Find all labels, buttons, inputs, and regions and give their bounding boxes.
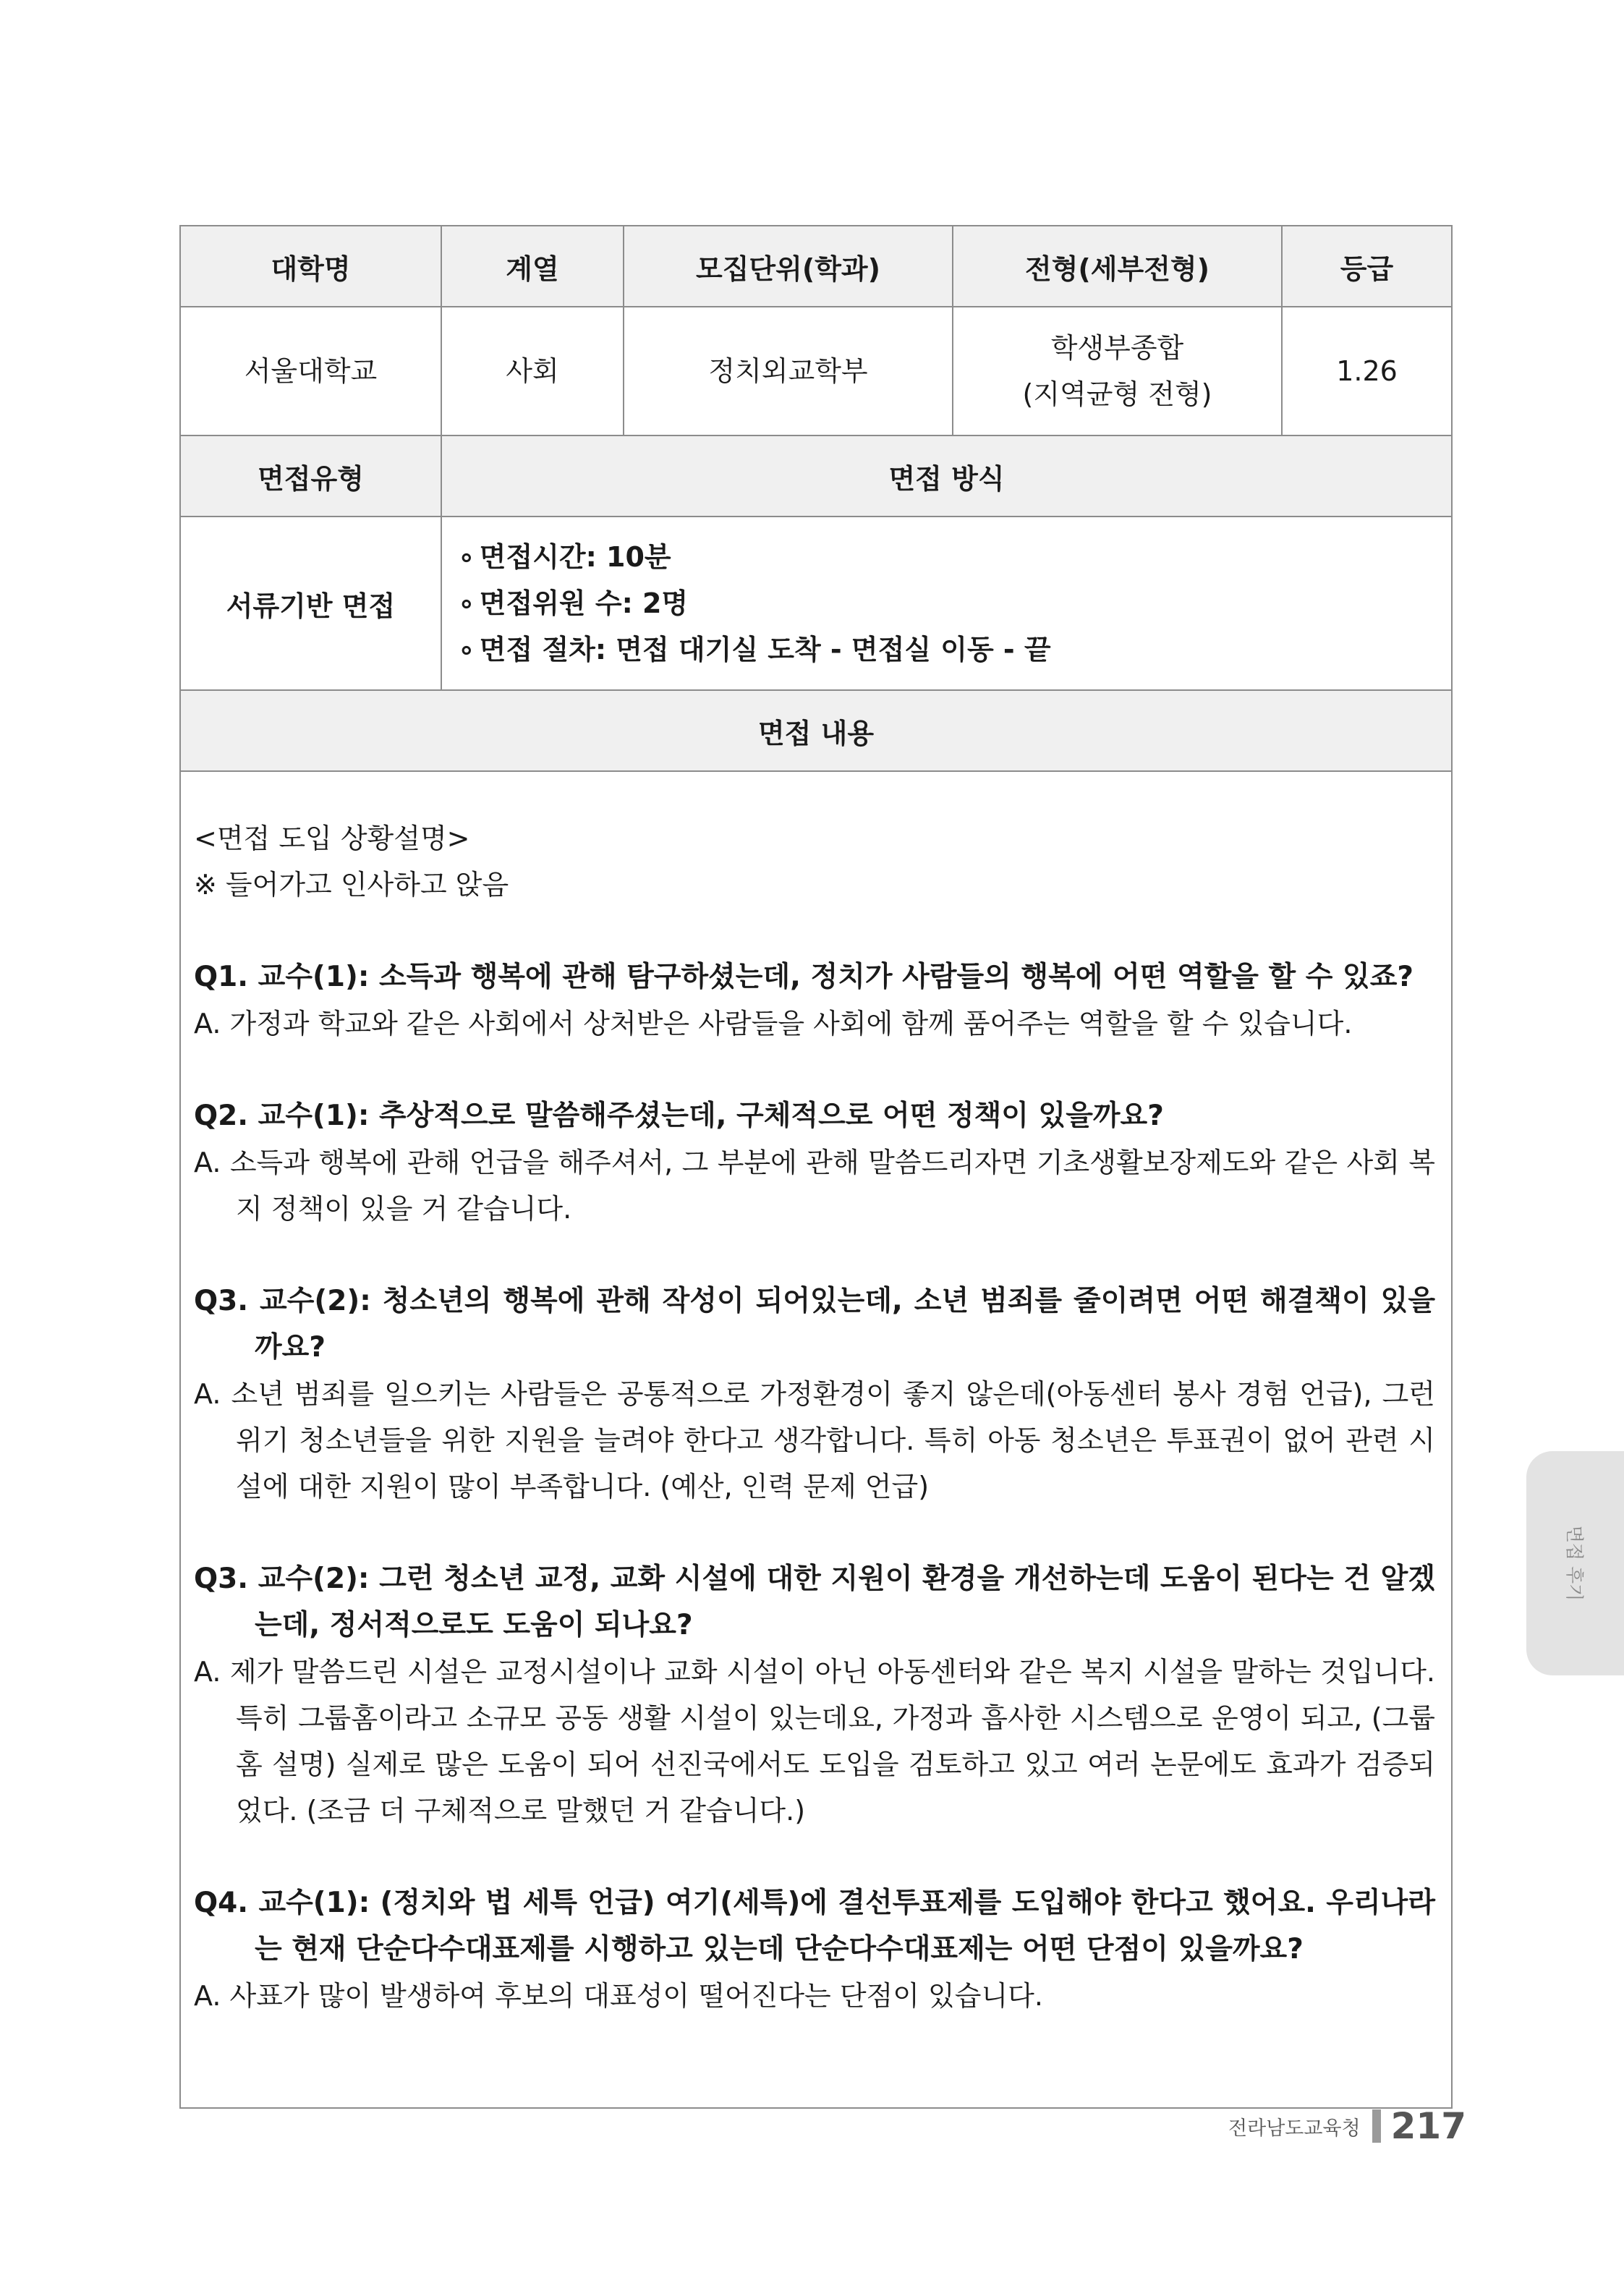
cell-grade: 1.26 <box>1282 307 1452 435</box>
cell-department: 정치외교학부 <box>624 307 953 435</box>
header-grade: 등급 <box>1282 226 1452 307</box>
question: Q2. 교수(1): 추상적으로 말씀해주셨는데, 구체적으로 어떤 정책이 있을까요? <box>194 1100 1164 1132</box>
answer: A. 소득과 행복에 관해 언급을 해주셔서, 그 부분에 관해 말씀드리자면 기초생활보장제도와 같은 사회 복지 정책이 있을 거 같습니다. <box>194 1147 1435 1225</box>
university-row <box>180 307 1452 435</box>
admission-line-1: 학생부종합 <box>1050 332 1184 364</box>
cell-field: 사회 <box>441 307 624 435</box>
cell-university: 서울대학교 <box>180 307 441 435</box>
header-interview-type: 면접유형 <box>180 435 441 517</box>
method-interviewers: ∘ 면접위원 수: 2명 <box>458 580 1451 626</box>
question: Q4. 교수(1): (정치와 법 세특 언급) 여기(세특)에 결선투표제를 도입해야 한다고 했어요. 우리나라는 현재 단순다수대표제를 시행하고 있는데 단순다수대표제는 어떤 단점이 있을까요? <box>194 1887 1435 1965</box>
header-university: 대학명 <box>180 226 441 307</box>
page-number: 217 <box>1390 2105 1466 2147</box>
interview-method-row <box>180 517 1452 690</box>
header-admission: 전형(세부전형) <box>953 226 1282 307</box>
side-tab-label: 면접 후기 <box>1563 1525 1585 1602</box>
content-header-row <box>180 690 1452 771</box>
method-procedure: ∘ 면접 절차: 면접 대기실 도착 - 면접실 이동 - 끝 <box>458 626 1451 673</box>
answer: A. 사표가 많이 발생하여 후보의 대표성이 떨어진다는 단점이 있습니다. <box>194 1980 1043 2012</box>
question: Q3. 교수(2): 그런 청소년 교정, 교화 시설에 대한 지원이 환경을 개선하는데 도움이 된다는 건 알겠는데, 정서적으로도 도움이 되나요? <box>194 1563 1435 1641</box>
qa-block-5 <box>194 1880 1435 2019</box>
admission-line-2: (지역균형 전형) <box>1022 378 1212 410</box>
intro-note: ※ 들어가고 인사하고 앉음 <box>194 869 509 901</box>
header-interview-method: 면접 방식 <box>441 435 1452 517</box>
side-section-tab <box>1526 1451 1624 1675</box>
header-department: 모집단위(학과) <box>624 226 953 307</box>
footer-divider <box>1372 2109 1381 2143</box>
qa-block-1 <box>194 954 1435 1047</box>
qa-block-4 <box>194 1556 1435 1834</box>
page-footer <box>1228 2101 1466 2151</box>
question: Q1. 교수(1): 소득과 행복에 관해 탐구하셨는데, 정치가 사람들의 행복에 어떤 역할을 할 수 있죠? <box>194 961 1414 993</box>
qa-block-2 <box>194 1093 1435 1232</box>
method-time: ∘ 면접시간: 10분 <box>458 534 1451 580</box>
header-field: 계열 <box>441 226 624 307</box>
content-row <box>180 771 1452 2108</box>
table-header-row <box>180 226 1452 307</box>
question: Q3. 교수(2): 청소년의 행복에 관해 작성이 되어있는데, 소년 범죄를 줄이려면 어떤 해결책이 있을까요? <box>194 1285 1435 1364</box>
cell-interview-type: 서류기반 면접 <box>180 517 441 690</box>
answer: A. 가정과 학교와 같은 사회에서 상처받은 사람들을 사회에 함께 품어주는 역할을 할 수 있습니다. <box>194 1008 1353 1040</box>
interview-content <box>180 771 1452 2108</box>
cell-interview-methods <box>441 517 1452 690</box>
interview-header-row <box>180 435 1452 517</box>
footer-org: 전라남도교육청 <box>1228 2117 1361 2140</box>
intro-title: <면접 도입 상황설명> <box>194 823 470 854</box>
answer: A. 제가 말씀드린 시설은 교정시설이나 교화 시설이 아닌 아동센터와 같은 복지 시설을 말하는 것입니다. 특히 그룹홈이라고 소규모 공동 생활 시설이 있는데요, 가정과 흡사한 시스템으로 운영이 되고, (그룹홈 설명) 실제로 많은 도움이 되어 선진국에서도 도입을 검토하고 있고 여러 논문에도 효과가 검증되었다. (조금 더 구체적으로 말했던 거 같습니다.) <box>194 1656 1435 1827</box>
cell-admission <box>953 307 1282 435</box>
qa-block-3 <box>194 1278 1435 1510</box>
header-content: 면접 내용 <box>180 690 1452 771</box>
interview-table <box>179 225 1453 2109</box>
answer: A. 소년 범죄를 일으키는 사람들은 공통적으로 가정환경이 좋지 않은데(아동센터 봉사 경험 언급), 그런 위기 청소년들을 위한 지원을 늘려야 한다고 생각합니다. 특히 아동 청소년은 투표권이 없어 관련 시설에 대한 지원이 많이 부족합니다. (예산, 인력 문제 언급) <box>194 1378 1435 1503</box>
